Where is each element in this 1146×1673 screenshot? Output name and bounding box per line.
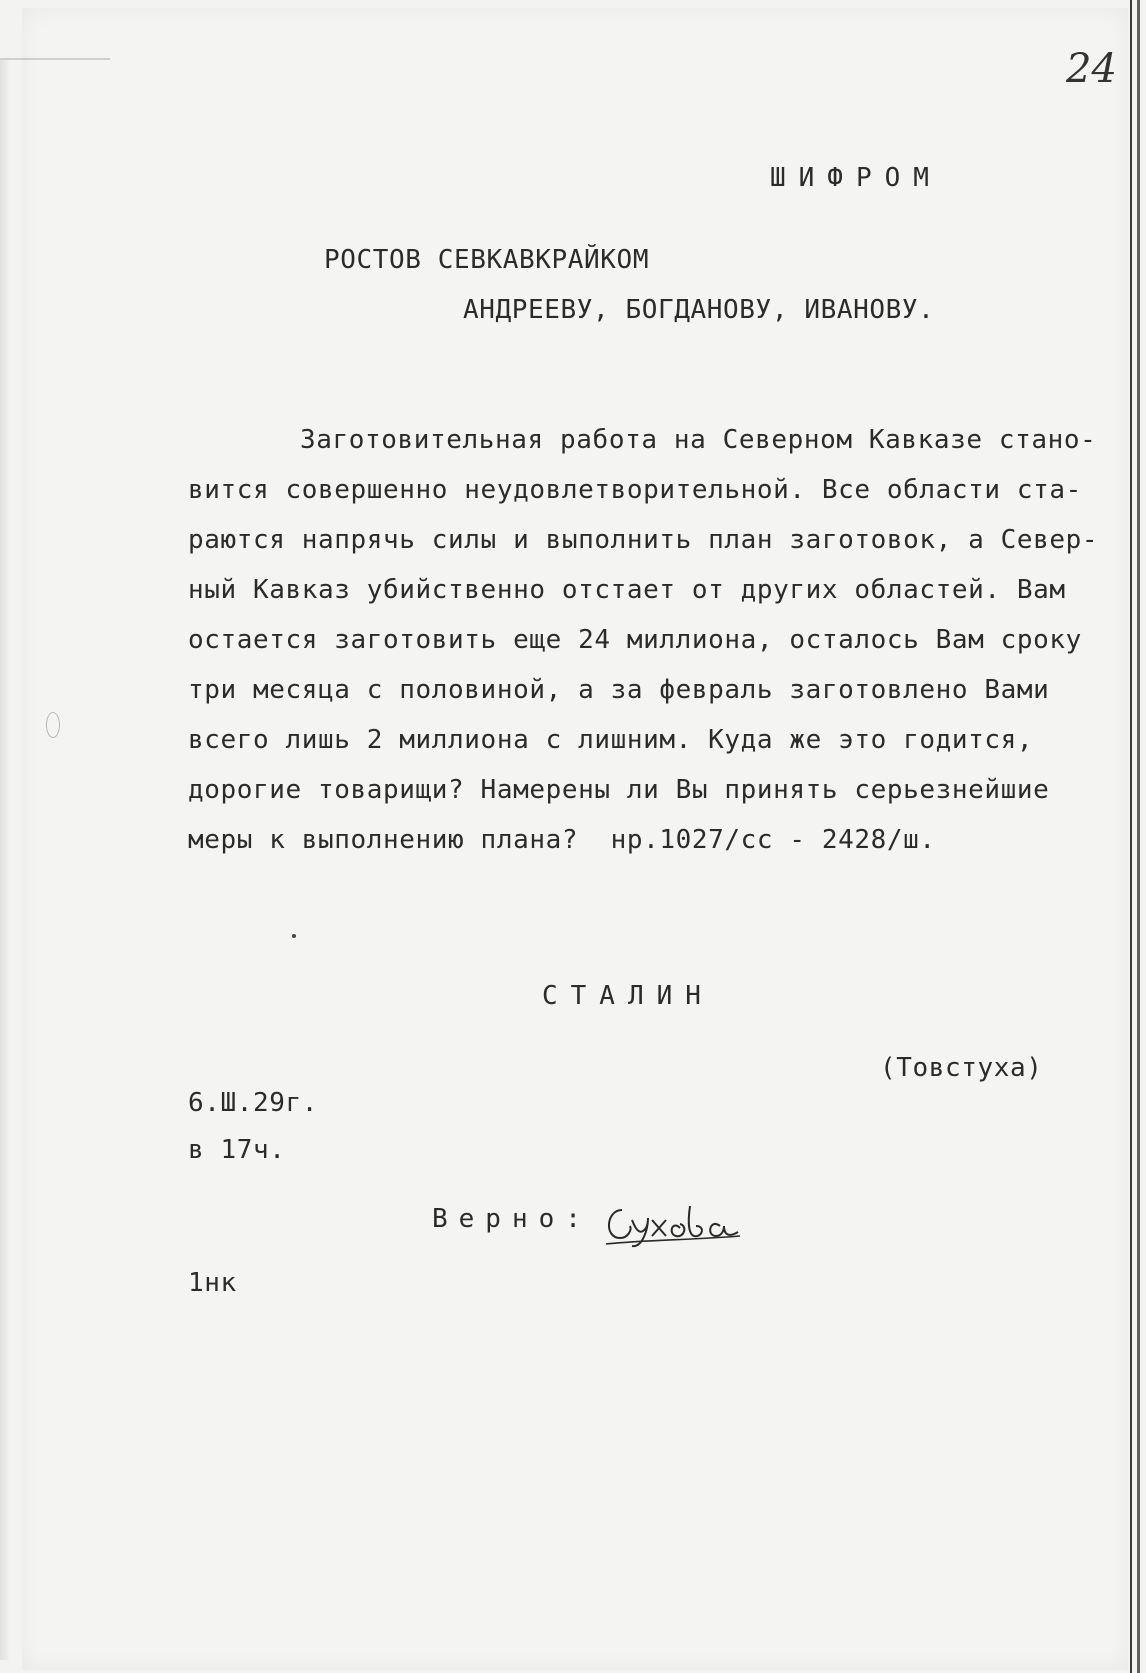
certified-label: Верно: <box>432 1204 592 1234</box>
punch-hole <box>46 712 60 738</box>
recipient-line-2: АНДРЕЕВУ, БОГДАНОВУ, ИВАНОВУ. <box>463 295 935 325</box>
clerk-name: (Товстуха) <box>880 1053 1043 1083</box>
body-line: раются напрячь силы и выполнить план заготовок, а Север- <box>188 525 1099 555</box>
right-edge-line-outer <box>1137 0 1140 1673</box>
header-cipher: ШИФРОМ <box>770 163 942 193</box>
ink-dot <box>292 934 296 938</box>
left-edge-shadow <box>0 60 10 1660</box>
body-line: ный Кавказ убийственно отстает от других областей. Вам <box>188 575 1066 605</box>
body-line: Заготовительная работа на Северном Кавказе стано- <box>300 425 1097 455</box>
body-line: всего лишь 2 миллиона с лишним. Куда же это годится, <box>188 725 1034 755</box>
body-line: остается заготовить еще 24 миллиона, осталось Вам сроку <box>188 625 1082 655</box>
body-line: вится совершенно неудовлетворительной. Все области ста- <box>188 475 1082 505</box>
date: 6.Ш.29г. <box>188 1088 319 1118</box>
time: в 17ч. <box>188 1135 286 1165</box>
recipient-line-1: РОСТОВ СЕВКАВКРАЙКОМ <box>324 245 650 275</box>
copy-mark: 1нк <box>188 1268 237 1298</box>
signatory-name: СТАЛИН <box>542 981 714 1011</box>
fold-line <box>0 58 110 60</box>
handwritten-signature <box>602 1200 742 1250</box>
page-number: 24 <box>1066 46 1117 92</box>
body-line: дорогие товарищи? Намерены ли Вы принять серьезнейшие <box>188 775 1050 805</box>
body-line: меры к выполнению плана? нр.1027/сс - 2428/ш. <box>188 825 936 855</box>
right-edge-line <box>1130 0 1132 1673</box>
body-line: три месяца с половиной, а за февраль заготовлено Вами <box>188 675 1050 705</box>
